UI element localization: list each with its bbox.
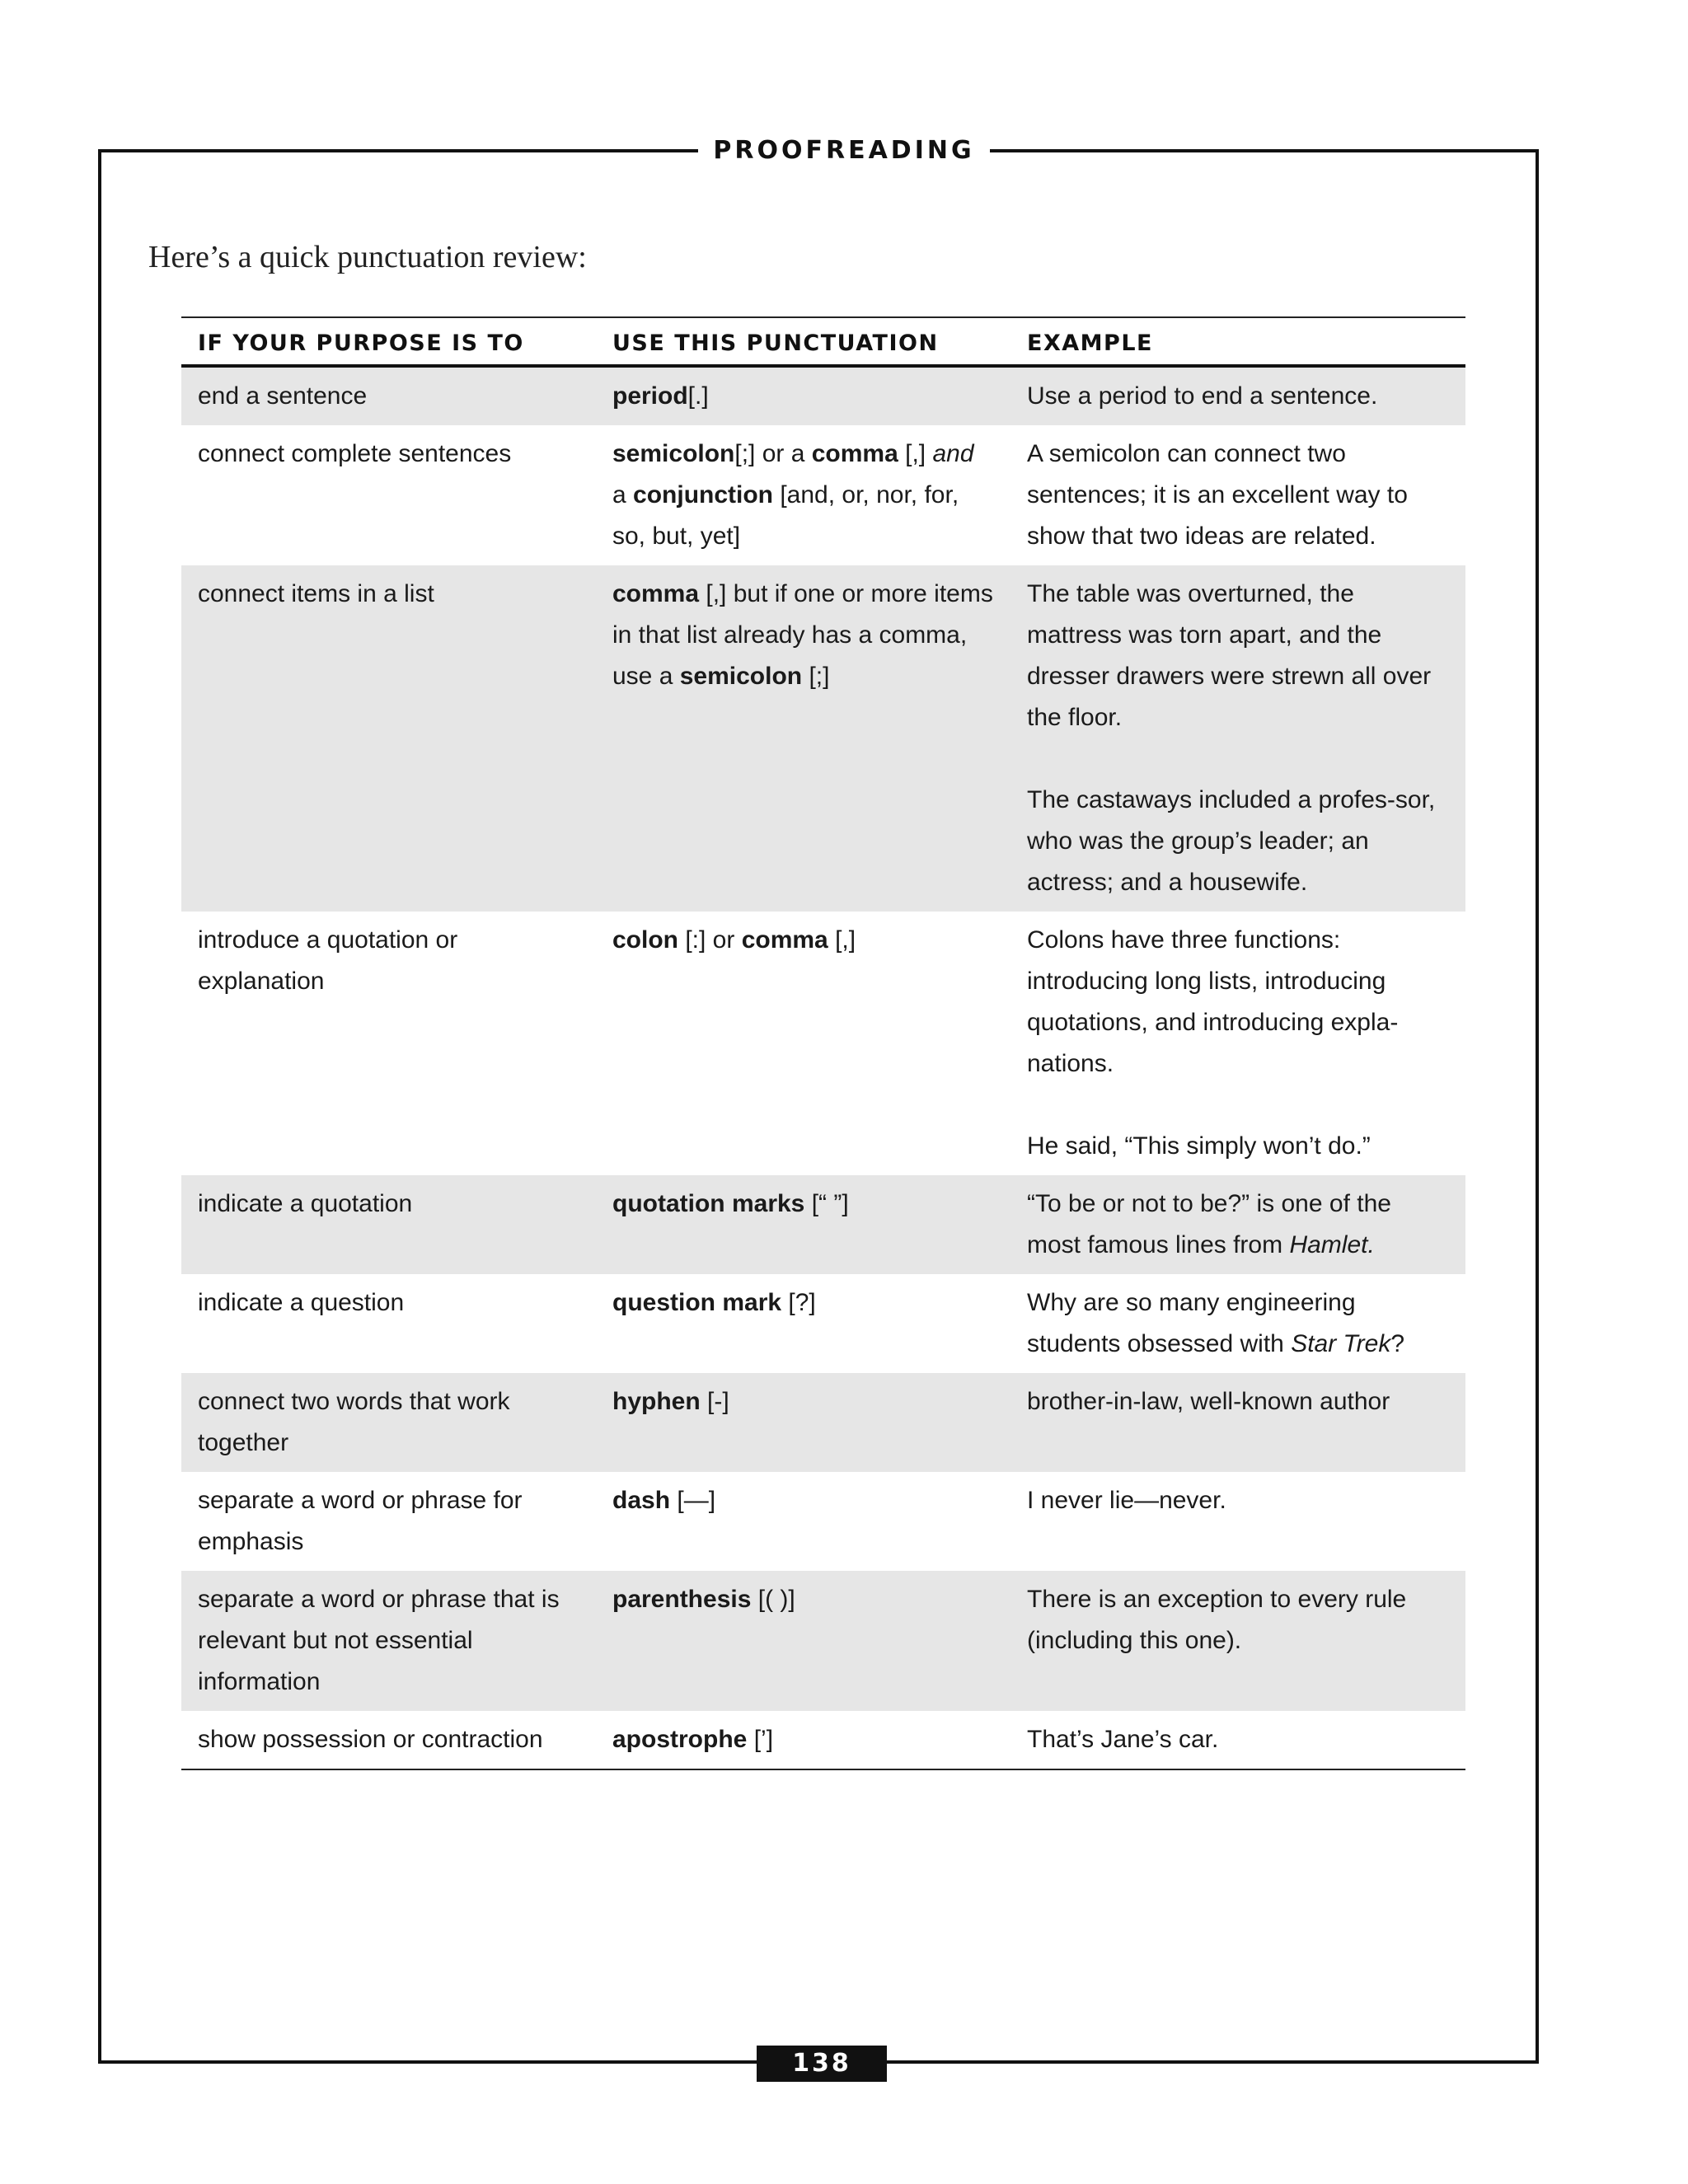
punctuation-cell xyxy=(596,1373,1010,1472)
column-header-example: EXAMPLE xyxy=(1010,317,1465,366)
purpose-cell: indicate a question xyxy=(198,1289,405,1316)
section-header xyxy=(0,135,1688,166)
example-cell xyxy=(1010,366,1465,425)
text-run: [?] xyxy=(781,1289,816,1316)
example-paragraph xyxy=(1027,434,1449,557)
text-run: [;] or a xyxy=(734,440,812,467)
text-run: The table was overturned, the mattress was torn apart, and the dresser drawers were strewn all over the floor. xyxy=(1027,580,1432,731)
table-row xyxy=(181,425,1465,565)
text-run: [and, or, nor, for, so, but, yet] xyxy=(612,481,959,550)
text-run: semicolon xyxy=(612,440,735,467)
text-run: a xyxy=(612,481,634,509)
text-run: I never lie—never. xyxy=(1027,1487,1226,1514)
table-header-row xyxy=(181,317,1465,366)
example-cell xyxy=(1010,1472,1465,1571)
purpose-cell: connect complete sentences xyxy=(198,440,512,467)
text-run: hyphen xyxy=(612,1388,701,1415)
table-row xyxy=(181,565,1465,912)
text-run: [“ ”] xyxy=(804,1190,849,1217)
intro-text: Here’s a quick punctuation review: xyxy=(148,240,587,274)
purpose-cell: separate a word or phrase that is relevant but not essential information xyxy=(181,1571,596,1711)
text-run: There is an exception to every rule (including this one). xyxy=(1027,1586,1407,1654)
example-paragraph xyxy=(1027,1282,1449,1365)
punctuation-cell xyxy=(596,1711,1010,1769)
text-run: colon xyxy=(612,926,678,954)
text-run: brother-in-law, well-known author xyxy=(1027,1388,1390,1415)
purpose-cell: end a sentence xyxy=(181,366,596,425)
example-paragraph xyxy=(1027,780,1449,903)
example-cell xyxy=(1010,1274,1465,1373)
text-run: comma xyxy=(612,580,700,607)
page-number: 138 xyxy=(757,2046,887,2082)
example-paragraph xyxy=(1027,1480,1449,1521)
example-cell xyxy=(1010,425,1465,565)
text-run: apostrophe xyxy=(612,1726,748,1753)
text-run: [’] xyxy=(747,1726,774,1753)
punctuation-cell xyxy=(596,912,1010,1175)
example-cell xyxy=(1010,1711,1465,1769)
text-run: [;] xyxy=(802,663,830,690)
example-paragraph xyxy=(1027,1719,1449,1760)
text-run: conjunction xyxy=(633,481,774,509)
table-row xyxy=(181,1472,1465,1571)
text-run: Hamlet. xyxy=(1289,1231,1375,1258)
text-run: and xyxy=(932,440,974,467)
text-run: Star Trek xyxy=(1291,1330,1391,1357)
section-title: PROOFREADING xyxy=(698,135,989,166)
table-row xyxy=(181,1175,1465,1274)
text-run: parenthesis xyxy=(612,1586,752,1613)
text-run: quotation marks xyxy=(612,1190,805,1217)
punctuation-cell xyxy=(596,1274,1010,1373)
punctuation-cell xyxy=(596,1571,1010,1711)
example-paragraph xyxy=(1027,1381,1449,1422)
column-header-punctuation: USE THIS PUNCTUATION xyxy=(596,317,1010,366)
text-run: [-] xyxy=(700,1388,729,1415)
text-run: dash xyxy=(612,1487,671,1514)
punctuation-cell xyxy=(596,366,1010,425)
text-run: He said, “This simply won’t do.” xyxy=(1027,1132,1371,1160)
example-paragraph xyxy=(1027,1183,1449,1266)
text-run: comma xyxy=(811,440,898,467)
table-row xyxy=(181,1373,1465,1472)
punctuation-cell xyxy=(596,425,1010,565)
text-run: question mark xyxy=(612,1289,782,1316)
table-row xyxy=(181,1571,1465,1711)
text-run: [,] xyxy=(828,926,856,954)
text-run: comma xyxy=(741,926,828,954)
text-run: ? xyxy=(1390,1330,1405,1357)
text-run: That’s Jane’s car. xyxy=(1027,1726,1219,1753)
example-paragraph xyxy=(1027,1579,1449,1661)
table-body xyxy=(181,366,1465,1769)
example-paragraph xyxy=(1027,1126,1449,1167)
text-run: A semicolon can connect two sentences; it is an excellent way to show that two ideas are related. xyxy=(1027,440,1408,550)
example-paragraph xyxy=(1027,574,1449,738)
punctuation-cell xyxy=(596,565,1010,912)
table-row xyxy=(181,366,1465,425)
example-cell xyxy=(1010,912,1465,1175)
example-cell xyxy=(1010,1373,1465,1472)
text-run: Colons have three functions: introducing long lists, introducing quotations, and introducing expla-nations. xyxy=(1027,926,1399,1077)
text-run: Use a period to end a sentence. xyxy=(1027,382,1378,410)
text-run: The castaways included a profes-sor, who was the group’s leader; an actress; and a housewife. xyxy=(1027,786,1436,896)
text-run: [,] but if one or more items in that list already has a comma, use a xyxy=(612,580,993,690)
purpose-cell: introduce a quotation or explanation xyxy=(198,926,458,995)
punctuation-table xyxy=(181,316,1465,1770)
text-run: [( )] xyxy=(751,1586,795,1613)
purpose-cell: indicate a quotation xyxy=(181,1175,596,1274)
purpose-cell: separate a word or phrase for emphasis xyxy=(198,1487,523,1555)
text-run: period xyxy=(612,382,688,410)
text-run: Why are so many engineering students obsessed with xyxy=(1027,1289,1356,1357)
text-run: [—] xyxy=(670,1487,716,1514)
example-cell xyxy=(1010,1571,1465,1711)
example-cell xyxy=(1010,1175,1465,1274)
purpose-cell: show possession or contraction xyxy=(181,1711,596,1769)
table-row xyxy=(181,1274,1465,1373)
text-run: [,] xyxy=(898,440,933,467)
table-row xyxy=(181,1711,1465,1769)
text-run: semicolon xyxy=(679,663,803,690)
column-header-purpose: IF YOUR PURPOSE IS TO xyxy=(181,317,596,366)
purpose-cell: connect two words that work together xyxy=(181,1373,596,1472)
example-cell xyxy=(1010,565,1465,912)
text-run: “To be or not to be?” is one of the most famous lines from xyxy=(1027,1190,1391,1258)
punctuation-cell xyxy=(596,1472,1010,1571)
text-run: [:] or xyxy=(678,926,742,954)
example-paragraph xyxy=(1027,376,1449,417)
example-paragraph xyxy=(1027,920,1449,1085)
table-row xyxy=(181,912,1465,1175)
text-run: [.] xyxy=(687,382,709,410)
purpose-cell: connect items in a list xyxy=(181,565,596,912)
punctuation-cell xyxy=(596,1175,1010,1274)
